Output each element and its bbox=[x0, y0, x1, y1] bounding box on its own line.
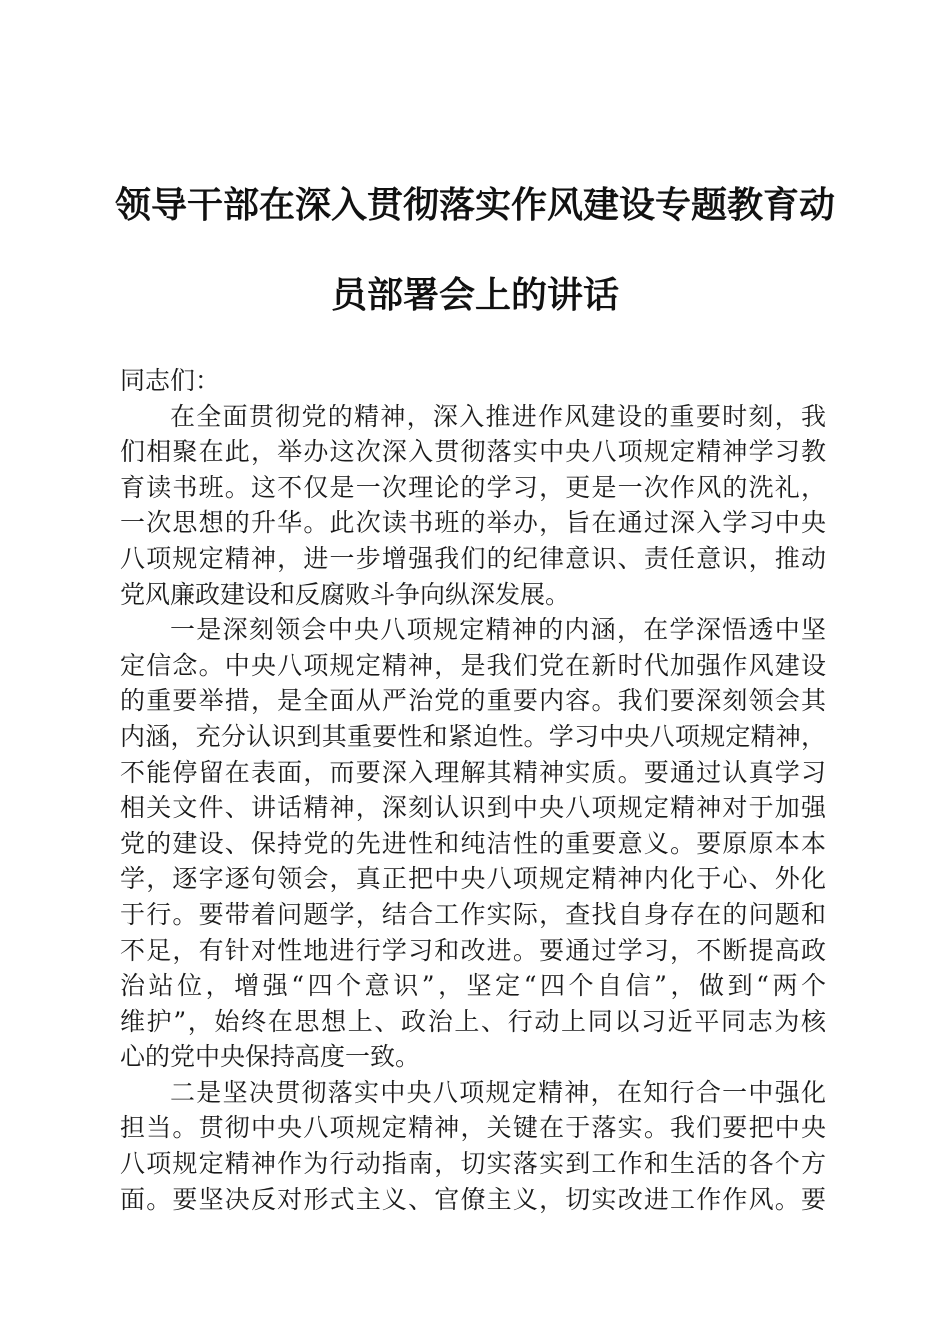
paragraph-line: 们相聚在此，举办这次深入贯彻落实中央八项规定精神学习教 bbox=[120, 437, 826, 467]
paragraph-line: 维护”，始终在思想上、政治上、行动上同以习近平同志为核 bbox=[120, 1006, 826, 1036]
paragraph-line: 定信念。中央八项规定精神，是我们党在新时代加强作风建设 bbox=[120, 650, 826, 680]
title-line: 领导干部在深入贯彻落实作风建设专题教育动 bbox=[114, 184, 835, 226]
paragraph-line: 内涵，充分认识到其重要性和紧迫性。学习中央八项规定精神， bbox=[120, 721, 826, 751]
paragraph-line: 一次思想的升华。此次读书班的举办，旨在通过深入学习中央 bbox=[120, 508, 826, 538]
paragraph-line: 党风廉政建设和反腐败斗争向纵深发展。 bbox=[120, 579, 571, 609]
paragraph-line: 学，逐字逐句领会，真正把中央八项规定精神内化于心、外化 bbox=[120, 864, 826, 894]
paragraph-line: 育读书班。这不仅是一次理论的学习，更是一次作风的洗礼， bbox=[120, 472, 826, 502]
paragraph-line: 党的建设、保持党的先进性和纯洁性的重要意义。要原原本本 bbox=[120, 828, 826, 858]
paragraph-line: 不能停留在表面，而要深入理解其精神实质。要通过认真学习 bbox=[120, 757, 826, 787]
paragraph-line: 担当。贯彻中央八项规定精神，关键在于落实。我们要把中央 bbox=[120, 1113, 826, 1143]
paragraph-line: 相关文件、讲话精神，深刻认识到中央八项规定精神对于加强 bbox=[120, 793, 826, 823]
paragraph-line: 于行。要带着问题学，结合工作实际，查找自身存在的问题和 bbox=[120, 899, 826, 929]
paragraph-line: 二是坚决贯彻落实中央八项规定精神，在知行合一中强化 bbox=[170, 1077, 826, 1107]
paragraph-line: 的重要举措，是全面从严治党的重要内容。我们要深刻领会其 bbox=[120, 686, 826, 716]
paragraph-line: 一是深刻领会中央八项规定精神的内涵，在学深悟透中坚 bbox=[170, 615, 826, 645]
title-line: 员部署会上的讲话 bbox=[330, 274, 619, 316]
paragraph-line: 在全面贯彻党的精神，深入推进作风建设的重要时刻，我 bbox=[170, 401, 826, 431]
paragraph-line: 八项规定精神作为行动指南，切实落实到工作和生活的各个方 bbox=[120, 1149, 826, 1179]
paragraph-line: 面。要坚决反对形式主义、官僚主义，切实改进工作作风。要 bbox=[120, 1184, 826, 1214]
paragraph-point-one bbox=[120, 612, 826, 1075]
paragraph-point-two bbox=[120, 1075, 826, 1217]
paragraph-line: 不足，有针对性地进行学习和改进。要通过学习，不断提高政 bbox=[120, 935, 826, 965]
document-body bbox=[120, 363, 826, 1217]
paragraph-line: 八项规定精神，进一步增强我们的纪律意识、责任意识，推动 bbox=[120, 543, 826, 573]
paragraph-line: 心的党中央保持高度一致。 bbox=[120, 1042, 421, 1072]
salutation: 同志们： bbox=[120, 366, 221, 395]
document-title bbox=[90, 160, 860, 340]
paragraph-line: 治站位，增强“四个意识”，坚定“四个自信”，做到“两个 bbox=[120, 971, 826, 1001]
paragraph-intro bbox=[120, 399, 826, 613]
